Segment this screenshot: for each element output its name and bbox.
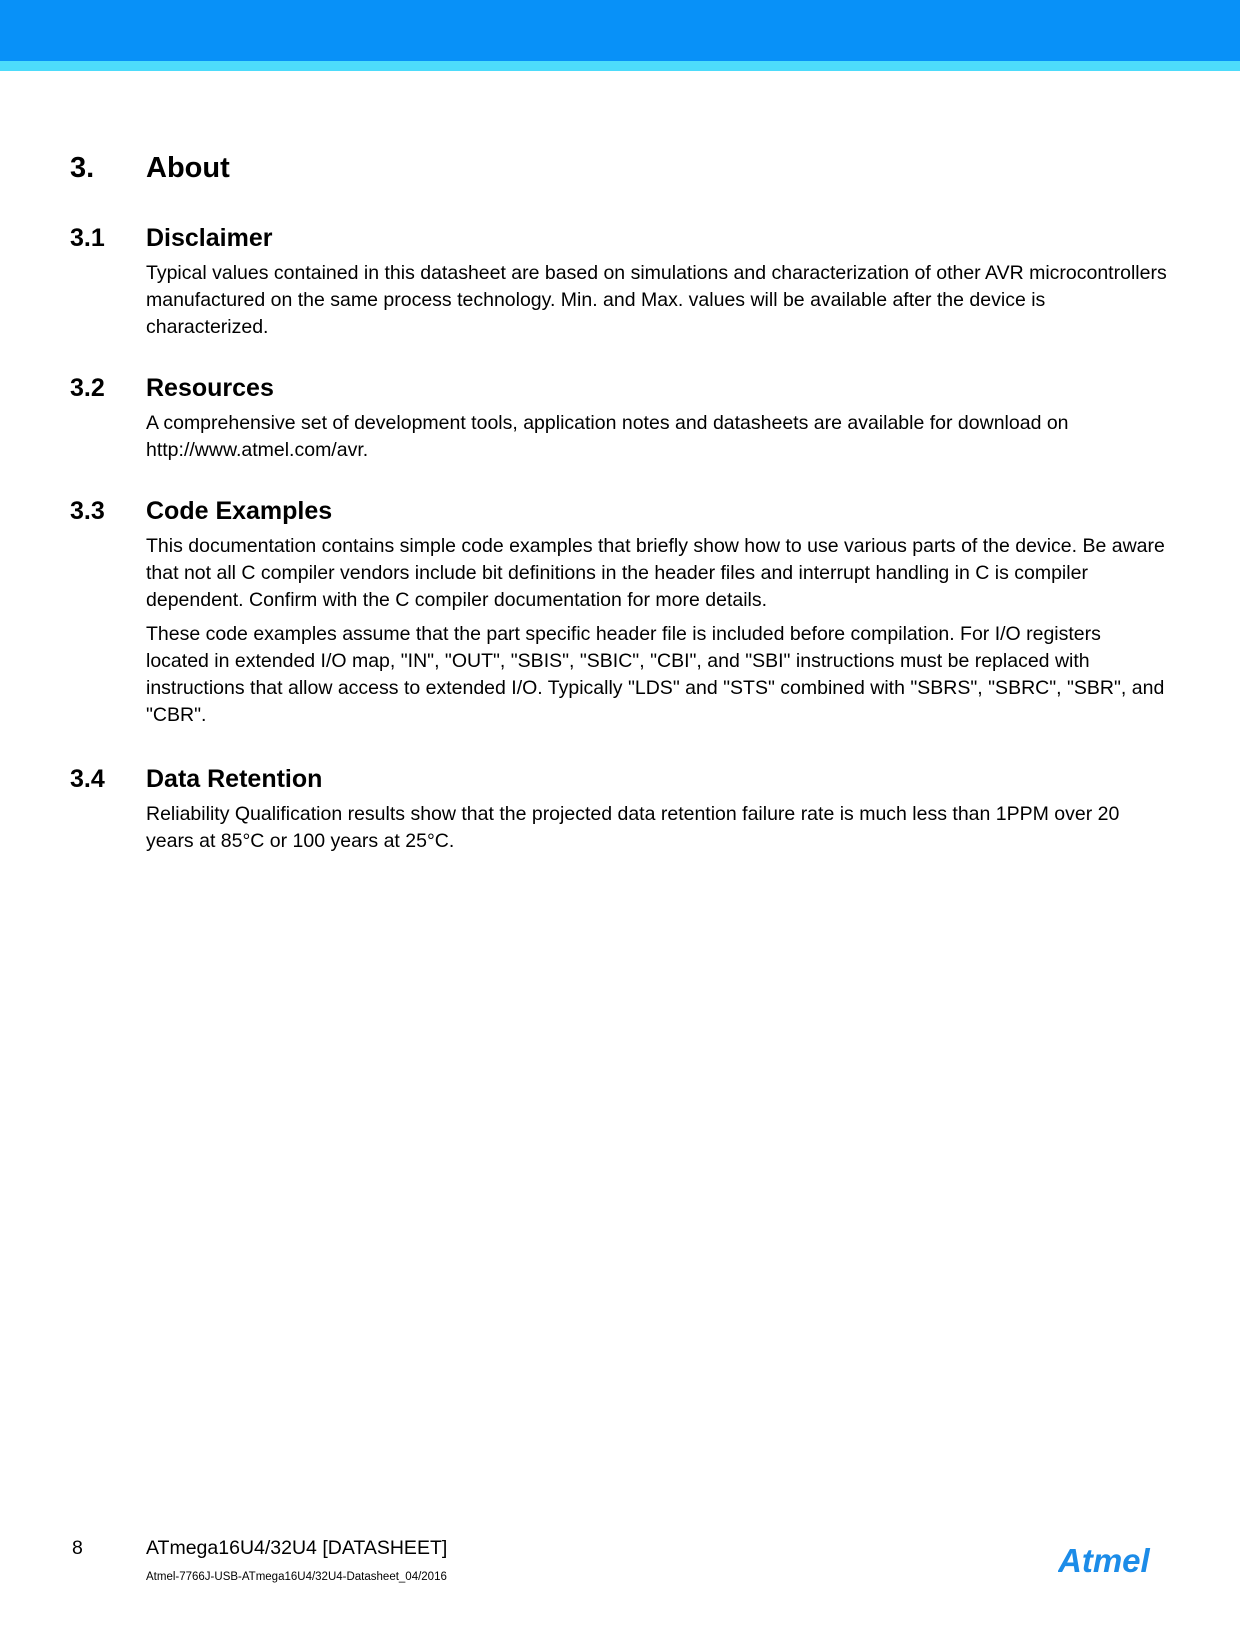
header-bar bbox=[0, 0, 1240, 61]
section-heading bbox=[70, 497, 1180, 533]
section-heading bbox=[70, 374, 1180, 410]
chapter-heading bbox=[70, 152, 230, 185]
section-code-examples bbox=[70, 497, 1180, 736]
section-paragraph: A comprehensive set of development tools, application notes and datasheets are available for download on http://www.atmel.com/avr. bbox=[146, 412, 1069, 461]
section-resources bbox=[70, 374, 1180, 471]
section-title: Resources bbox=[146, 374, 274, 402]
section-paragraph: Reliability Qualification results show that the projected data retention failure rate is much less than 1PPM over 20 years at 85°C or 100 years at 25°C. bbox=[146, 803, 1120, 852]
atmel-logo bbox=[1058, 1540, 1170, 1580]
section-title: Code Examples bbox=[146, 497, 333, 525]
section-title: Disclaimer bbox=[146, 224, 273, 252]
section-data-retention bbox=[70, 765, 1180, 862]
section-disclaimer bbox=[70, 224, 1180, 348]
section-paragraph: These code examples assume that the part specific header file is included before compilation. For I/O registers located in extended I/O map, "IN", "OUT", "SBIS", "SBIC", "CBI", and "SBI" instructions must be replaced with instructions that allow access to extended I/O. Typically "LDS" and "STS" combined with "SBRS", "SBRC", "SBR", and "CBR". bbox=[146, 623, 1165, 726]
section-paragraph: This documentation contains simple code examples that briefly show how to use various parts of the device. Be aware that not all C compiler vendors include bit definitions in the header files and interrupt handling in C is compiler dependent. Confirm with the C compiler documentation for more details. bbox=[146, 535, 1165, 611]
atmel-logo-icon bbox=[1058, 1540, 1170, 1580]
footer-doc-id: Atmel-7766J-USB-ATmega16U4/32U4-Datasheet_04/2016 bbox=[146, 1571, 447, 1583]
header-accent-stripe bbox=[0, 61, 1240, 71]
section-number: 3.2 bbox=[70, 374, 105, 402]
page-number: 8 bbox=[72, 1537, 83, 1559]
section-number: 3.4 bbox=[70, 765, 105, 793]
footer-doc-title: ATmega16U4/32U4 [DATASHEET] bbox=[146, 1537, 448, 1559]
section-heading bbox=[70, 765, 1180, 801]
chapter-title: About bbox=[146, 152, 230, 184]
section-paragraph: Typical values contained in this datasheet are based on simulations and characterization of other AVR microcontrollers manufactured on the same process technology. Min. and Max. values will be available after the device is characterized. bbox=[146, 262, 1167, 338]
section-heading bbox=[70, 224, 1180, 260]
atmel-logo-wordmark: Atmel bbox=[1058, 1542, 1150, 1579]
chapter-number: 3. bbox=[70, 152, 95, 184]
section-number: 3.3 bbox=[70, 497, 105, 525]
section-number: 3.1 bbox=[70, 224, 105, 252]
section-title: Data Retention bbox=[146, 765, 323, 793]
